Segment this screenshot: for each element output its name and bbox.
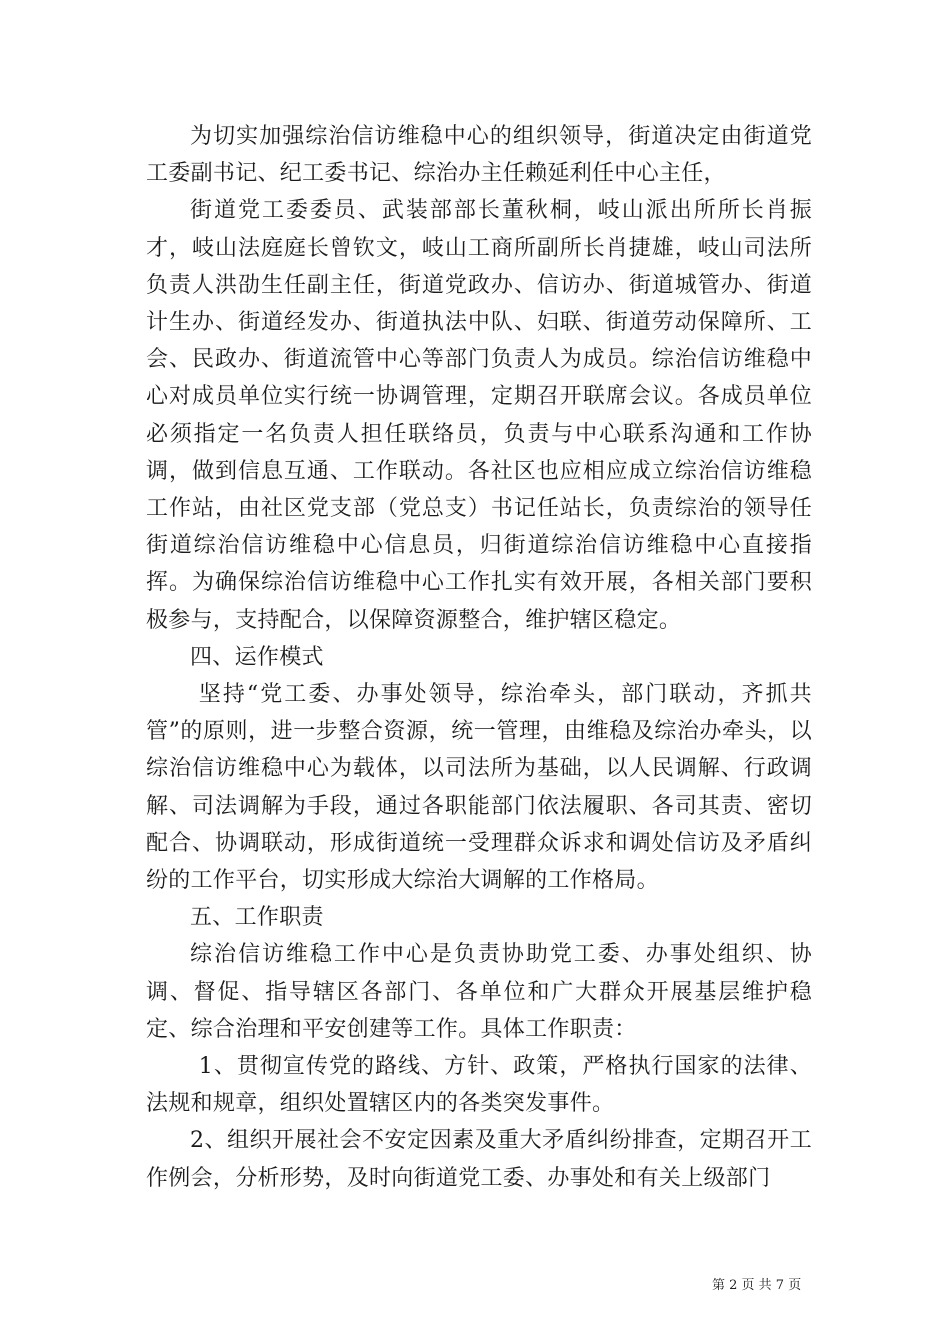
page-number: 第 2 页 共 7 页 (712, 1278, 802, 1293)
paragraph-duty-2: 2、组织开展社会不安定因素及重大矛盾纠纷排查，定期召开工作例会，分析形势，及时向街道党工委、办事处和有关上级部门 (146, 1128, 812, 1191)
paragraph-operation-mode: 坚持“党工委、办事处领导，综治牵头，部门联动，齐抓共管”的原则，进一步整合资源，统一管理，由维稳及综治办牵头，以综治信访维稳中心为载体，以司法所为基础，以人民调解、行政调解、司法调解为手段，通过各职能部门依法履职、各司其责、密切配合、协调联动，形成街道统一受理群众诉求和调处信访及矛盾纠纷的工作平台，切实形成大综治大调解的工作格局。 (146, 682, 812, 894)
document-body (146, 118, 812, 1197)
paragraph-leadership: 为切实加强综治信访维稳中心的组织领导，街道决定由街道党工委副书记、纪工委书记、综治办主任赖延利任中心主任， (146, 124, 812, 187)
paragraph-duties-intro: 综治信访维稳工作中心是负责协助党工委、办事处组织、协调、督促、指导辖区各部门、各单位和广大群众开展基层维护稳定、综合治理和平安创建等工作。具体工作职责： (146, 942, 812, 1042)
paragraph-members: 街道党工委委员、武装部部长董秋桐，岐山派出所所长肖振才，岐山法庭庭长曾钦文，岐山工商所副所长肖捷雄，岐山司法所负责人洪劭生任副主任，街道党政办、信访办、街道城管办、街道计生办、街道经发办、街道执法中队、妇联、街道劳动保障所、工会、民政办、街道流管中心等部门负责人为成员。综治信访维稳中心对成员单位实行统一协调管理，定期召开联席会议。各成员单位必须指定一名负责人担任联络员，负责与中心联系沟通和工作协调，做到信息互通、工作联动。各社区也应相应成立综治信访维稳工作站，由社区党支部（党总支）书记任站长，负责综治的领导任街道综治信访维稳中心信息员，归街道综治信访维稳中心直接指挥。为确保综治信访维稳中心工作扎实有效开展，各相关部门要积极参与，支持配合，以保障资源整合，维护辖区稳定。 (146, 198, 812, 633)
paragraph-duty-1: 1、贯彻宣传党的路线、方针、政策，严格执行国家的法律、法规和规章，组织处置辖区内的各类突发事件。 (146, 1054, 812, 1117)
section-heading-duties: 五、工作职责 (190, 905, 324, 931)
section-heading-operation-mode: 四、运作模式 (190, 644, 324, 670)
